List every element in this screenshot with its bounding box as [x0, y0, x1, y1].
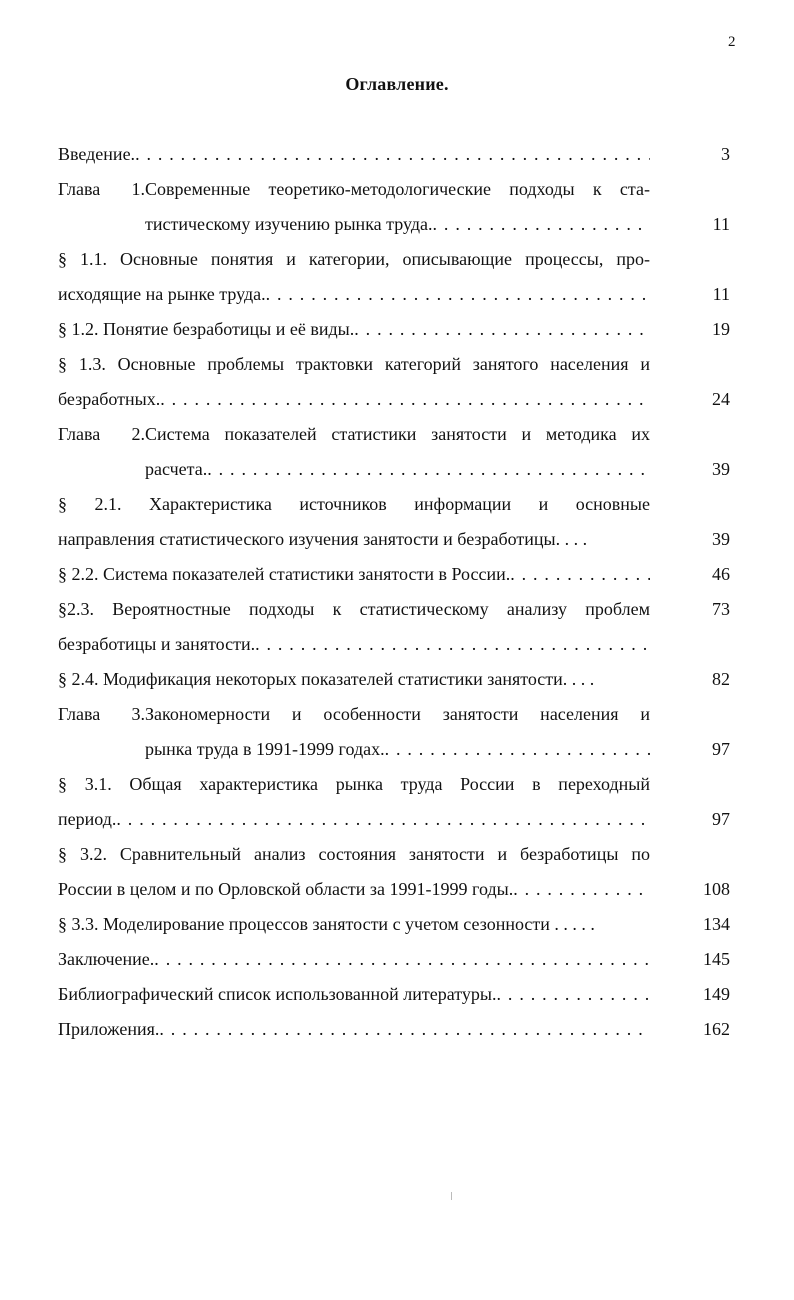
toc-entry-section-3-1[interactable]: § 3.1. Общая характеристика рынка труда России в переходный [58, 774, 650, 794]
toc-entry-introduction[interactable]: Введение. . . . [58, 137, 650, 172]
toc-entry-conclusion[interactable]: Заключение. . . . [58, 942, 650, 977]
toc-entry-section-3-1-cont[interactable]: период. . . . [58, 802, 650, 837]
chapter-title-line-1: Закономерности и особенности занятости населения и [145, 704, 650, 724]
toc-entry-chapter-1[interactable] [58, 172, 650, 207]
toc-entry-section-2-3-cont[interactable]: безработицы и занятости. . . . [58, 627, 650, 662]
dot-leader [385, 732, 650, 767]
toc-page-number: 162 [703, 1019, 730, 1039]
dot-leader [207, 452, 650, 487]
toc-page-number: 145 [703, 949, 730, 969]
chapter-label: Глава 3. [58, 704, 145, 724]
toc-page-number: 46 [712, 564, 730, 584]
toc-entry-section-2-1-cont[interactable]: направления статистического изучения занятости и безработицы. . . . [58, 529, 588, 549]
dot-leader [497, 977, 650, 1012]
dot-leader [510, 557, 650, 592]
scan-artifact [451, 1192, 452, 1200]
toc-entry-bibliography[interactable]: Библиографический список использованной литературы. . . . [58, 977, 650, 1012]
toc-entry-section-3-3[interactable]: § 3.3. Моделирование процессов занятости с учетом сезонности . . . . . [58, 914, 595, 934]
toc-entry-section-1-3-cont[interactable]: безработных. . . . [58, 382, 650, 417]
dot-leader [160, 382, 650, 417]
toc-page-number: 3 [721, 144, 730, 164]
toc-page-number: 82 [712, 669, 730, 689]
dot-leader [513, 872, 650, 907]
toc-entry-section-2-3[interactable]: §2.3. Вероятностные подходы к статистическому анализу проблем [58, 599, 650, 619]
dot-leader [255, 627, 650, 662]
toc-entry-section-1-2[interactable]: § 1.2. Понятие безработицы и её виды. . . . [58, 312, 650, 347]
toc-page-number: 19 [712, 319, 730, 339]
dot-leader [266, 277, 650, 312]
toc-page-number: 97 [712, 739, 730, 759]
dot-leader [135, 137, 650, 172]
toc-entry-chapter-3-cont[interactable]: рынка труда в 1991-1999 годах. . . . [145, 732, 650, 767]
toc-entry-section-2-2[interactable]: § 2.2. Система показателей статистики занятости в России. . . . [58, 557, 650, 592]
dot-leader [159, 1012, 650, 1047]
dot-leader [433, 207, 650, 242]
chapter-title-line-1: Система показателей статистики занятости и методика их [145, 424, 650, 444]
dot-leader [154, 942, 650, 977]
toc-entry-section-1-1[interactable]: § 1.1. Основные понятия и категории, описывающие процессы, про- [58, 249, 650, 269]
toc-page-number: 24 [712, 389, 730, 409]
toc-entry-chapter-1-cont[interactable]: тистическому изучению рынка труда. . . . [145, 207, 650, 242]
chapter-label: Глава 2. [58, 424, 145, 444]
toc-page-number: 134 [703, 914, 730, 934]
toc-entry-section-2-4[interactable]: § 2.4. Модификация некоторых показателей статистики занятости. . . . [58, 669, 595, 689]
toc-entry-section-3-2[interactable]: § 3.2. Сравнительный анализ состояния занятости и безработицы по [58, 844, 650, 864]
toc-entry-section-2-1[interactable]: § 2.1. Характеристика источников информации и основные [58, 494, 650, 514]
toc-page-number: 73 [712, 599, 730, 619]
toc-entry-chapter-3[interactable] [58, 697, 650, 732]
toc-page-number: 39 [712, 459, 730, 479]
toc-page-number: 11 [712, 214, 730, 234]
toc-entry-section-1-1-cont[interactable]: исходящие на рынке труда. . . . [58, 277, 650, 312]
dot-leader [354, 312, 650, 347]
toc-entry-chapter-2-cont[interactable]: расчета. . . . [145, 452, 650, 487]
toc-entry-section-3-2-cont[interactable]: России в целом и по Орловской области за 1991-1999 годы. . . . [58, 872, 650, 907]
toc-title: Оглавление. [345, 74, 449, 94]
toc-page-number: 39 [712, 529, 730, 549]
toc-page-number: 11 [712, 284, 730, 304]
page-number: 2 [728, 34, 736, 50]
toc-entry-section-1-3[interactable]: § 1.3. Основные проблемы трактовки категорий занятого населения и [58, 354, 650, 374]
toc-page-number: 108 [703, 879, 730, 899]
chapter-label: Глава 1. [58, 179, 145, 199]
toc-entry-chapter-2[interactable] [58, 417, 650, 452]
toc-page-number: 97 [712, 809, 730, 829]
chapter-title-line-1: Современные теоретико-методологические подходы к ста- [145, 179, 650, 199]
dot-leader [116, 802, 650, 837]
toc-entry-appendices[interactable]: Приложения. . . . [58, 1012, 650, 1047]
toc-page-number: 149 [703, 984, 730, 1004]
